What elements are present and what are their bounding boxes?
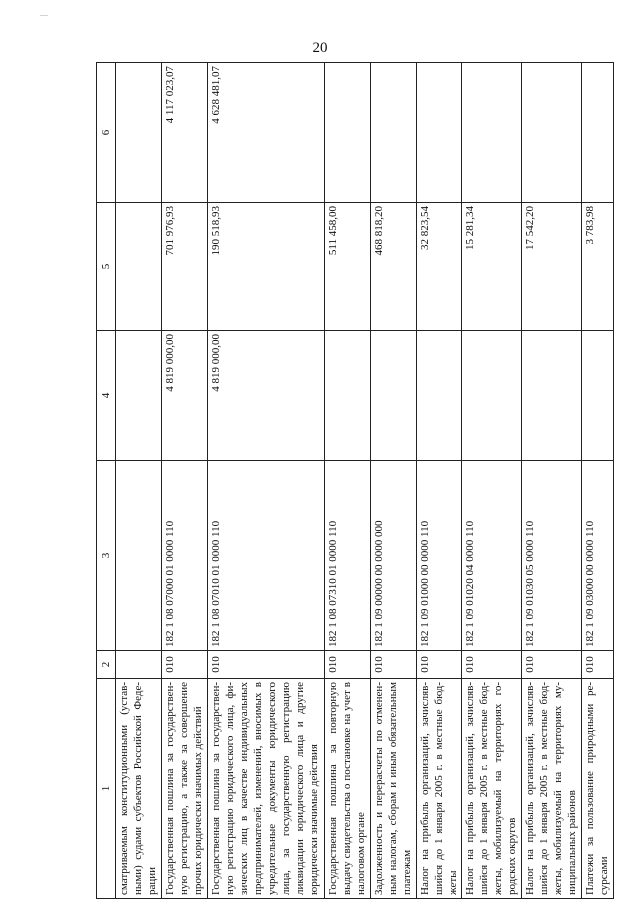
row-unexecuted-cell (324, 63, 370, 203)
row-budget-code-cell: 182 1 08 07010 01 0000 110 (207, 461, 324, 651)
table-row (416, 63, 462, 899)
row-approved-cell (116, 331, 162, 461)
row-budget-code-cell: 182 1 09 00000 00 0000 000 (370, 461, 416, 651)
row-line-code-cell: 010 (162, 651, 208, 679)
column-header: 1 (97, 679, 116, 899)
row-name-cell: Платежи за пользование природными ре-сурсами (582, 679, 614, 899)
row-unexecuted-cell (416, 63, 462, 203)
row-approved-cell (522, 331, 582, 461)
table-row (162, 63, 208, 899)
row-executed-cell: 701 976,93 (162, 203, 208, 331)
row-name-cell: Налог на прибыль организаций, зачисляв-шийся до 1 января 2005 г. в местные бюд-жеты, мобилизуемый на территориях го-родских округов (462, 679, 522, 899)
report-table (96, 62, 614, 899)
row-approved-cell: 4 819 000,00 (162, 331, 208, 461)
row-unexecuted-cell: 4 117 023,07 (162, 63, 208, 203)
row-unexecuted-cell (462, 63, 522, 203)
row-name-cell: Задолженность и перерасчеты по отменен-ным налогам, сборам и иным обязательным платежам (370, 679, 416, 899)
row-approved-cell (462, 331, 522, 461)
table-row (462, 63, 522, 899)
row-budget-code-cell: 182 1 08 07000 01 0000 110 (162, 461, 208, 651)
row-budget-code-cell: 182 1 09 01020 04 0000 110 (462, 461, 522, 651)
row-name-cell: Налог на прибыль организаций, зачисляв-шийся до 1 января 2005 г. в местные бюд-жеты (416, 679, 462, 899)
row-budget-code-cell: 182 1 09 01000 00 0000 110 (416, 461, 462, 651)
row-approved-cell (324, 331, 370, 461)
table-row (370, 63, 416, 899)
row-unexecuted-cell: 4 628 481,07 (207, 63, 324, 203)
row-executed-cell: 32 823,54 (416, 203, 462, 331)
row-approved-cell (416, 331, 462, 461)
row-budget-code-cell: 182 1 09 01030 05 0000 110 (522, 461, 582, 651)
rotated-table-area (96, 63, 614, 899)
row-executed-cell: 468 818,20 (370, 203, 416, 331)
row-unexecuted-cell (370, 63, 416, 203)
row-unexecuted-cell (116, 63, 162, 203)
column-header: 2 (97, 651, 116, 679)
row-line-code-cell: 010 (462, 651, 522, 679)
table-row (207, 63, 324, 899)
header-row (97, 63, 116, 899)
row-budget-code-cell: 182 1 09 03000 00 0000 110 (582, 461, 614, 651)
row-budget-code-cell: 182 1 08 07310 01 0000 110 (324, 461, 370, 651)
row-line-code-cell: 010 (416, 651, 462, 679)
row-name-cell: сматриваемым конституционными (устав-ными) судами субъектов Российской Феде-рации (116, 679, 162, 899)
column-header: 4 (97, 331, 116, 461)
row-name-cell: Государственная пошлина за государствен-ную регистрацию, а также за совершение прочих юридически значимых действий (162, 679, 208, 899)
row-name-cell: Налог на прибыль организаций, зачисляв-шийся до 1 января 2005 г. в местные бюд-жеты, мобилизуемый на территориях му-ниципальных районов (522, 679, 582, 899)
table-row (324, 63, 370, 899)
row-line-code-cell: 010 (582, 651, 614, 679)
row-executed-cell: 190 518,93 (207, 203, 324, 331)
row-approved-cell (582, 331, 614, 461)
table-row (116, 63, 162, 899)
row-approved-cell (370, 331, 416, 461)
row-name-cell: Государственная пошлина за повторную выдачу свидетельства о постановке на учет в налоговом органе (324, 679, 370, 899)
row-line-code-cell: 010 (522, 651, 582, 679)
row-executed-cell: 3 783,98 (582, 203, 614, 331)
row-name-cell: Государственная пошлина за государствен-ную регистрацию юридического лица, фи-зических лиц в качестве индивидуальных предпринимателей, изменений, вносимых в учредительные документы юридического лица, за государственную регистрацию ликвидации юридического лица и другие юридически значимые действия (207, 679, 324, 899)
column-header: 6 (97, 63, 116, 203)
table-row (522, 63, 582, 899)
row-budget-code-cell (116, 461, 162, 651)
row-approved-cell: 4 819 000,00 (207, 331, 324, 461)
table-row (582, 63, 614, 899)
row-line-code-cell: 010 (324, 651, 370, 679)
row-unexecuted-cell (522, 63, 582, 203)
row-executed-cell: 511 458,00 (324, 203, 370, 331)
row-line-code-cell: 010 (207, 651, 324, 679)
row-executed-cell: 17 542,20 (522, 203, 582, 331)
row-unexecuted-cell (582, 63, 614, 203)
corner-mark: — (40, 10, 48, 19)
page-number: 20 (312, 40, 328, 56)
column-header: 3 (97, 461, 116, 651)
column-header: 5 (97, 203, 116, 331)
row-executed-cell (116, 203, 162, 331)
row-line-code-cell: 010 (370, 651, 416, 679)
row-line-code-cell (116, 651, 162, 679)
row-executed-cell: 15 281,34 (462, 203, 522, 331)
